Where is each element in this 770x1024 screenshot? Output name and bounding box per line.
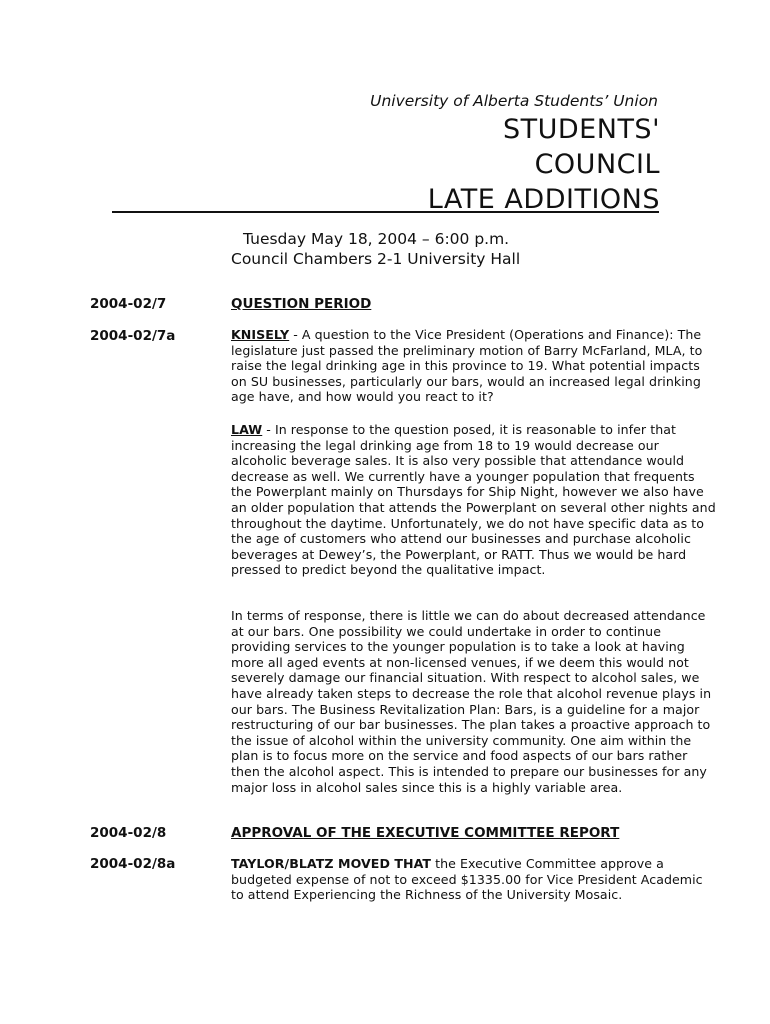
item-heading-question-period: QUESTION PERIOD — [231, 296, 372, 312]
answer-text-1: - In response to the question posed, it is reasonable to infer that increasing the legal drinking age from 18 to 19 would decrease our alcoholic beverage sales. It is also very possible that attendance would decrease as well. We currently have a younger population that frequents the Powerplant mainly on Thursdays for Ship Night, however we also have an older population that attends the Powerplant on several other nights and throughout the daytime. Unfortunately, we do not have specific data as to the age of customers who attend our businesses and purchase alcoholic beverages at Dewey’s, the Powerplant, or RATT. Thus we would be hard pressed to predict beyond the qualitative impact. — [231, 422, 716, 578]
item-number-8a: 2004-02/8a — [90, 856, 176, 872]
answer-paragraph-1 — [231, 422, 717, 578]
item-number-7a: 2004-02/7a — [90, 328, 176, 344]
meeting-date: Tuesday May 18, 2004 – 6:00 p.m. — [243, 230, 510, 248]
motion-text: the Executive Committee approve a budgeted expense of not to exceed $1335.00 for Vice President Academic to attend Experiencing the Richness of the University Mosaic. — [231, 856, 703, 903]
answer-text-2: In terms of response, there is little we can do about decreased attendance at our bars. One possibility we could undertake in order to continue providing services to the younger population is to take a look at having more all aged events at non-licensed venues, if we deem this would not severely damage our financial situation. With respect to alcohol sales, we have already taken steps to decrease the role that alcohol revenue plays in our bars. The Business Revitalization Plan: Bars, is a guideline for a major restructuring of our bar businesses. The plan takes a proactive approach to the issue of alcohol within the university community. One aim within the plan is to focus more on the service and food aspects of our bars rather then the alcohol aspect. This is intended to prepare our businesses for any major loss in alcohol sales since this is a highly variable area. — [231, 608, 712, 795]
document-title — [428, 112, 660, 217]
item-number-7: 2004-02/7 — [90, 296, 167, 312]
motion-lead: TAYLOR/BLATZ MOVED THAT — [231, 856, 432, 871]
title-line-3: LATE ADDITIONS — [427, 184, 660, 215]
title-line-2: COUNCIL — [534, 149, 660, 180]
organization-name: University of Alberta Students’ Union — [370, 92, 658, 110]
motion-paragraph — [231, 856, 717, 903]
item-number-8: 2004-02/8 — [90, 825, 167, 841]
answer-paragraph-2 — [231, 608, 717, 795]
question-text: - A question to the Vice President (Operations and Finance): The legislature just passed the preliminary motion of Barry McFarland, MLA, to raise the legal drinking age in this province to 19. What potential impacts on SU businesses, particularly our bars, would an increased legal drinking age have, and how would you react to it? — [231, 327, 703, 405]
meeting-location: Council Chambers 2-1 University Hall — [231, 250, 521, 268]
question-paragraph — [231, 327, 717, 405]
item-heading-executive-report: APPROVAL OF THE EXECUTIVE COMMITTEE REPORT — [231, 825, 620, 841]
question-speaker: KNISELY — [231, 327, 290, 342]
title-line-1: STUDENTS' — [503, 114, 660, 145]
answer-speaker: LAW — [231, 422, 263, 437]
meeting-info — [231, 229, 520, 269]
title-divider — [112, 211, 659, 213]
